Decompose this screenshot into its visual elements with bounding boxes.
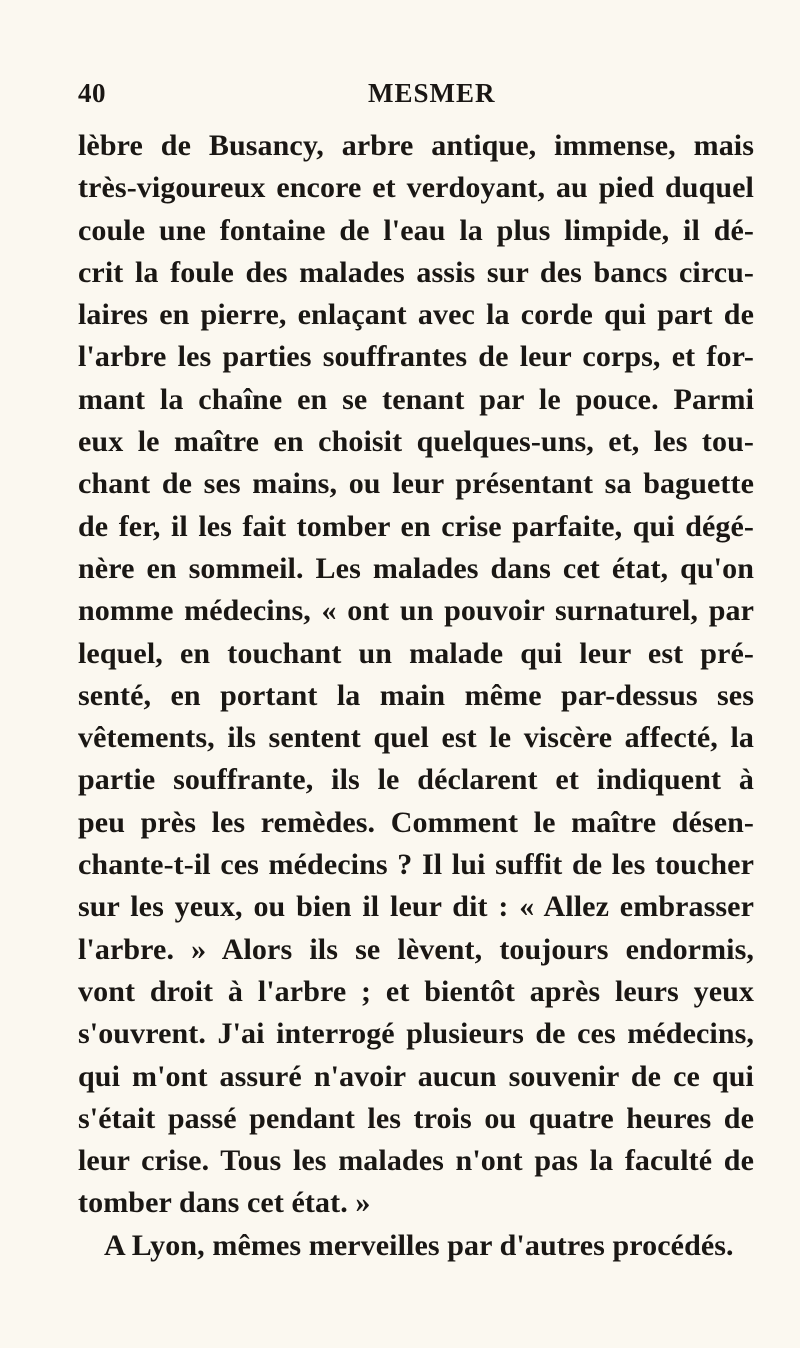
text-line: lequel, en touchant un malade qui leur est pré- xyxy=(78,636,754,670)
text-line: eux le maître en choisit quelques-uns, et, les tou- xyxy=(78,425,754,459)
text-line: lèbre de Busancy, arbre antique, immense, mais xyxy=(78,129,754,162)
text-line: s'ouvrent. J'ai interrogé plusieurs de ces médecins, xyxy=(78,1017,754,1051)
running-title: MESMER xyxy=(368,78,496,108)
text-line: de fer, il les fait tomber en crise parfaite, qui dégé- xyxy=(78,509,754,543)
text-line: leur crise. Tous les malades n'ont pas la faculté de xyxy=(78,1144,754,1178)
text-line: laires en pierre, enlaçant avec la corde qui part de xyxy=(78,298,754,332)
text-line: chante-t-il ces médecins ? Il lui suffit de les toucher xyxy=(78,848,754,882)
text-line: vont droit à l'arbre ; et bientôt après leurs yeux xyxy=(78,974,754,1008)
text-line: s'était passé pendant les trois ou quatre heures de xyxy=(78,1101,754,1135)
text-line: qui m'ont assuré n'avoir aucun souvenir de ce qui xyxy=(78,1059,754,1093)
text-line: senté, en portant la main même par-dessus ses xyxy=(78,678,754,712)
text-line: l'arbre les parties souffrantes de leur corps, et for- xyxy=(78,340,754,374)
text-line: A Lyon, mêmes merveilles par d'autres procédés. xyxy=(104,1228,734,1262)
text-line: coule une fontaine de l'eau la plus limpide, il dé- xyxy=(78,213,754,247)
text-line: nomme médecins, « ont un pouvoir surnaturel, par xyxy=(78,594,754,628)
text-line: chant de ses mains, ou leur présentant sa baguette xyxy=(78,467,754,501)
text-line: l'arbre. » Alors ils se lèvent, toujours endormis, xyxy=(78,932,754,966)
text-line: crit la foule des malades assis sur des bancs circu- xyxy=(78,255,754,289)
text-line: nère en sommeil. Les malades dans cet état, qu'on xyxy=(78,551,754,585)
text-line: tomber dans cet état. » xyxy=(78,1186,371,1220)
text-line: partie souffrante, ils le déclarent et indiquent à xyxy=(78,763,754,797)
page-number: 40 xyxy=(78,78,106,108)
text-line: très-vigoureux encore et verdoyant, au pied duquel xyxy=(78,171,754,205)
text-line: peu près les remèdes. Comment le maître désen- xyxy=(78,805,754,839)
text-line: sur les yeux, ou bien il leur dit : « Allez embrasser xyxy=(78,890,754,924)
text-line: vêtements, ils sentent quel est le viscère affecté, la xyxy=(78,721,754,755)
page-header xyxy=(78,78,746,118)
text-line: mant la chaîne en se tenant par le pouce. Parmi xyxy=(78,382,754,416)
body-text xyxy=(78,125,754,1267)
